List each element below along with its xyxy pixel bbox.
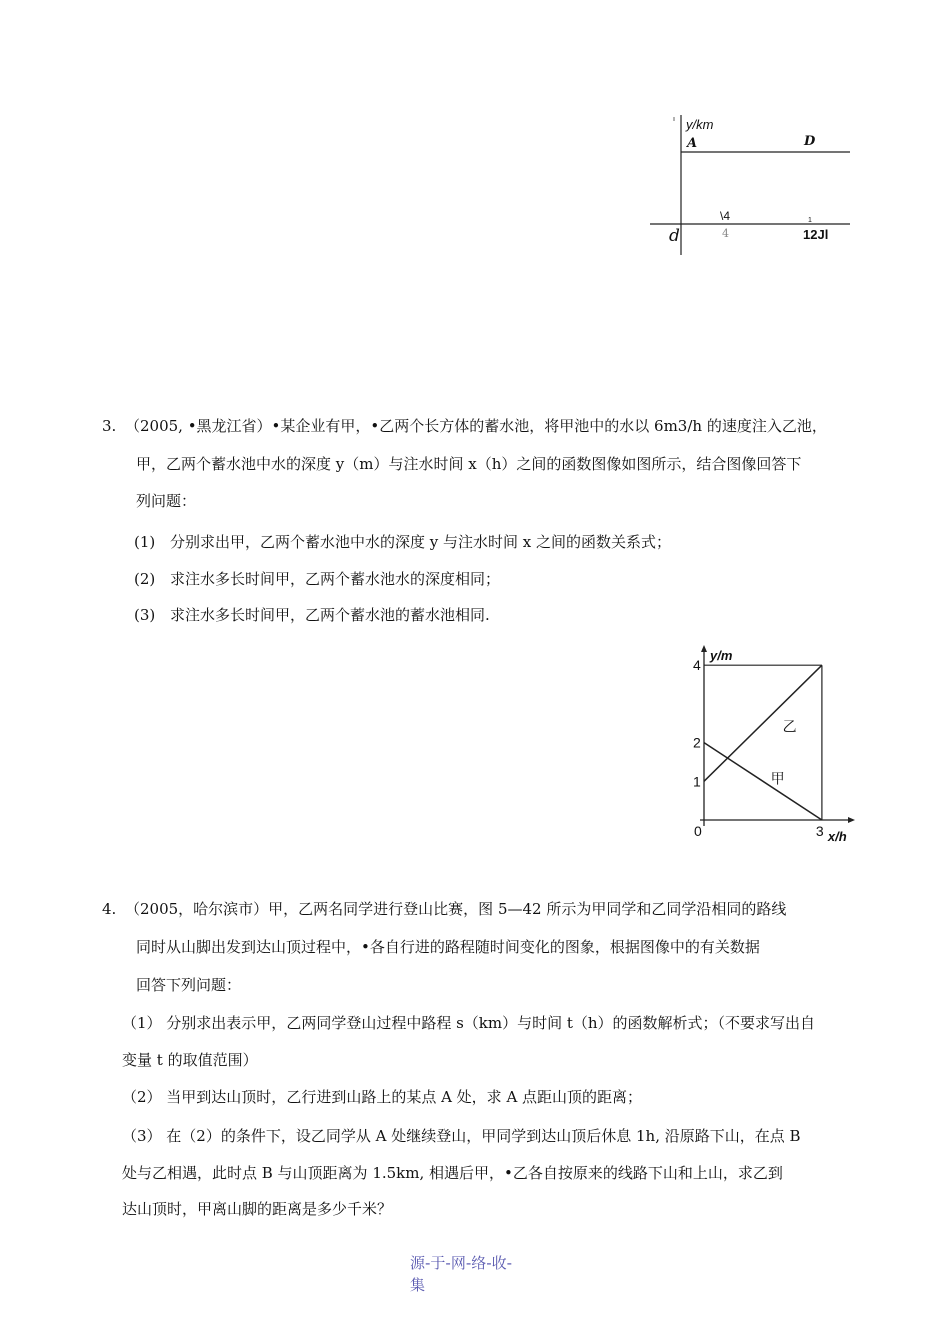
question-4-sub-2: （2） 当甲到达山顶时，乙行进到山路上的某点 A 处，求 A 点距山顶的距离； — [122, 1088, 643, 1106]
footer-line-2: 集 — [410, 1276, 426, 1294]
figure-1-tick-label: \4 — [720, 209, 731, 223]
y-tick-label-4: 4 — [693, 657, 701, 674]
question-3-sub-1-number: (1) — [134, 533, 156, 551]
figure-1-point-a: A — [687, 136, 698, 151]
footer-watermark — [410, 1252, 512, 1296]
question-4-line-2: 同时从山脚出发到达山顶过程中，•各自行进的路程随时间变化的图象，根据图像中的有关数据 — [136, 938, 760, 956]
series-line-2 — [704, 743, 822, 820]
x-tick-label-3: 3 — [815, 823, 824, 839]
question-3-sub-2-number: (2) — [134, 570, 156, 588]
series-line-1 — [704, 665, 822, 781]
figure-1-tick-mark: 1 — [808, 217, 812, 224]
y-tick-label-1: 1 — [693, 773, 701, 790]
figure-1-y-axis-label: y/km — [686, 117, 714, 132]
x-axis-label: x/h — [827, 829, 847, 844]
question-4-line-3: 回答下列问题： — [136, 976, 242, 994]
question-4-sub-1-line-1: （1） 分别求出表示甲，乙两同学登山过程中路程 s（km）与时间 t（h）的函数解析式；（不要求写出自 — [122, 1014, 816, 1032]
question-4-sub-3-line-3: 达山顶时，甲离山脚的距离是多少千米？ — [122, 1200, 393, 1218]
x-tick-label-0: 0 — [694, 823, 702, 839]
y-axis-arrow — [701, 645, 707, 652]
question-3-line-3: 列问题： — [136, 492, 197, 510]
question-3-chart — [680, 640, 860, 850]
series-label-yi: 乙 — [782, 718, 797, 735]
question-4-line-1: （2005，哈尔滨市）甲，乙两名同学进行登山比赛，图 5—42 所示为甲同学和乙同学沿相同的路线 — [125, 900, 787, 918]
figure-1-x-label: 12Jl — [803, 227, 829, 242]
question-4-sub-1-line-2: 变量 t 的取值范围） — [122, 1051, 258, 1069]
figure-1 — [640, 110, 855, 260]
question-4-number: 4. — [102, 900, 117, 918]
question-3-sub-3-text: 求注水多长时间甲，乙两个蓄水池的蓄水池相同. — [170, 606, 490, 624]
series-label-jia: 甲 — [770, 770, 785, 787]
chart-svg — [680, 640, 860, 850]
question-3-number: 3. — [102, 417, 117, 435]
question-4-sub-3-line-1: （3） 在（2）的条件下，设乙同学从 A 处继续登山，甲同学到达山顶后休息 1h, 沿原路下山，在点 B — [122, 1127, 801, 1145]
y-axis-label: y/m — [710, 648, 733, 663]
footer-line-1: 源-于-网-络-收- — [410, 1254, 513, 1272]
y-tick-label-2: 2 — [693, 734, 701, 751]
figure-1-point-d: D — [804, 134, 816, 149]
question-4-sub-3-line-2: 处与乙相遇，此时点 B 与山顶距离为 1.5km, 相遇后甲，•乙各自按原来的线路下山和上山，求乙到 — [122, 1164, 783, 1182]
question-3-sub-1-text: 分别求出甲，乙两个蓄水池中水的深度 y 与注水时间 x 之间的函数关系式； — [170, 533, 672, 551]
question-3-sub-3-number: (3) — [134, 606, 156, 624]
x-axis-arrow — [848, 817, 855, 823]
question-3-sub-2-text: 求注水多长时间甲，乙两个蓄水池水的深度相同； — [170, 570, 501, 588]
figure-1-origin-label: d — [669, 226, 680, 246]
figure-1-tick-label-b: 4 — [722, 227, 729, 240]
question-3-line-1: （2005, •黑龙江省）•某企业有甲，•乙两个长方体的蓄水池，将甲池中的水以 6m3/h 的速度注入乙池， — [125, 417, 827, 435]
question-3-line-2: 甲，乙两个蓄水池中水的深度 y（m）与注水时间 x（h）之间的函数图像如图所示，结合图像回答下 — [136, 455, 802, 473]
